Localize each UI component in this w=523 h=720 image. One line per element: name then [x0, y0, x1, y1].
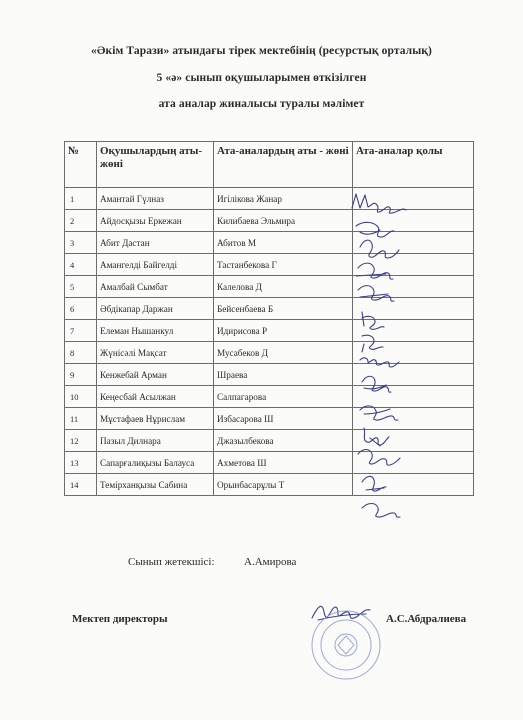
parent-signature-cell	[353, 452, 474, 474]
parent-signature-cell	[353, 386, 474, 408]
parent-signature-cell	[353, 408, 474, 430]
parent-signature-cell	[353, 276, 474, 298]
parent-signature-cell	[353, 430, 474, 452]
student-name: Әбдікапар Даржан	[97, 298, 214, 320]
column-header-number: №	[65, 142, 97, 188]
row-number: 3	[65, 232, 97, 254]
parent-signature-cell	[353, 298, 474, 320]
table-row	[65, 452, 474, 474]
table-row	[65, 364, 474, 386]
table-row	[65, 386, 474, 408]
row-number: 2	[65, 210, 97, 232]
student-name: Амангелді Байгелді	[97, 254, 214, 276]
student-name: Айдосқызы Еркежан	[97, 210, 214, 232]
parent-name: Идирисова Р	[214, 320, 353, 342]
row-number: 7	[65, 320, 97, 342]
table-row	[65, 210, 474, 232]
student-name: Абит Дастан	[97, 232, 214, 254]
parent-signature-cell	[353, 254, 474, 276]
parent-signature-cell	[353, 320, 474, 342]
student-name: Пазыл Дилнара	[97, 430, 214, 452]
table-row	[65, 254, 474, 276]
parent-name: Калелова Д	[214, 276, 353, 298]
table-row	[65, 320, 474, 342]
director-signature	[312, 606, 370, 620]
parent-name: Салпагарова	[214, 386, 353, 408]
parent-name: Джазылбекова	[214, 430, 353, 452]
class-teacher-name: А.Амирова	[244, 556, 297, 568]
student-name: Кенжебай Арман	[97, 364, 214, 386]
column-header-parent: Ата-аналардың аты - жөні	[214, 142, 353, 188]
student-name: Жүнісәлі Мақсат	[97, 342, 214, 364]
attendance-table	[64, 141, 474, 496]
parent-name: Орынбасарұлы Т	[214, 474, 353, 496]
row-number: 8	[65, 342, 97, 364]
student-name: Кеңесбай Асылжан	[97, 386, 214, 408]
director-name: А.С.Абдралиева	[386, 613, 467, 625]
row-number: 5	[65, 276, 97, 298]
parent-signature-cell	[353, 474, 474, 496]
row-number: 11	[65, 408, 97, 430]
parent-name: Ахметова Ш	[214, 452, 353, 474]
parent-name: Игілікова Жанар	[214, 188, 353, 210]
student-name: Сапарғалиқызы Балауса	[97, 452, 214, 474]
row-number: 12	[65, 430, 97, 452]
parent-signature-cell	[353, 188, 474, 210]
school-stamp	[312, 611, 380, 679]
student-name: Амалбай Сымбат	[97, 276, 214, 298]
student-name: Амантай Гүлназ	[97, 188, 214, 210]
column-header-student: Оқушылардың аты-жөні	[97, 142, 214, 188]
student-name: Мұстафаев Нұрислам	[97, 408, 214, 430]
row-number: 4	[65, 254, 97, 276]
row-number: 10	[65, 386, 97, 408]
row-number: 13	[65, 452, 97, 474]
parent-signature-cell	[353, 342, 474, 364]
parent-name: Шраева	[214, 364, 353, 386]
parent-name: Мусабеков Д	[214, 342, 353, 364]
row-number: 1	[65, 188, 97, 210]
table-row	[65, 408, 474, 430]
table-row	[65, 276, 474, 298]
header-line-3: ата аналар жиналысы туралы мәлімет	[158, 98, 365, 110]
table-row	[65, 298, 474, 320]
signature-14	[362, 504, 400, 518]
header-line-1: «Әкім Тарази» атындағы тірек мектебінің (ресурстық орталық)	[91, 45, 432, 57]
parent-name: Килибаева Эльмира	[214, 210, 353, 232]
student-name: Темірханқызы Сабина	[97, 474, 214, 496]
row-number: 14	[65, 474, 97, 496]
class-teacher-label: Сынып жетекшісі:	[128, 556, 215, 568]
director-label: Мектеп директоры	[72, 613, 168, 625]
table-row	[65, 342, 474, 364]
table-row	[65, 430, 474, 452]
table-row	[65, 232, 474, 254]
parent-name: Тастанбекова Г	[214, 254, 353, 276]
parent-signature-cell	[353, 364, 474, 386]
column-header-signature: Ата-аналар қолы	[353, 142, 474, 188]
table-row	[65, 474, 474, 496]
parent-signature-cell	[353, 232, 474, 254]
row-number: 9	[65, 364, 97, 386]
header-line-2: 5 «ә» сынып оқушыларымен өткізілген	[156, 72, 367, 84]
parent-name: Избасарова Ш	[214, 408, 353, 430]
table-row	[65, 188, 474, 210]
row-number: 6	[65, 298, 97, 320]
parent-name: Бейсенбаева Б	[214, 298, 353, 320]
parent-name: Абитов М	[214, 232, 353, 254]
table-header-row	[65, 142, 474, 188]
parent-signature-cell	[353, 210, 474, 232]
student-name: Елеман Нышанкул	[97, 320, 214, 342]
